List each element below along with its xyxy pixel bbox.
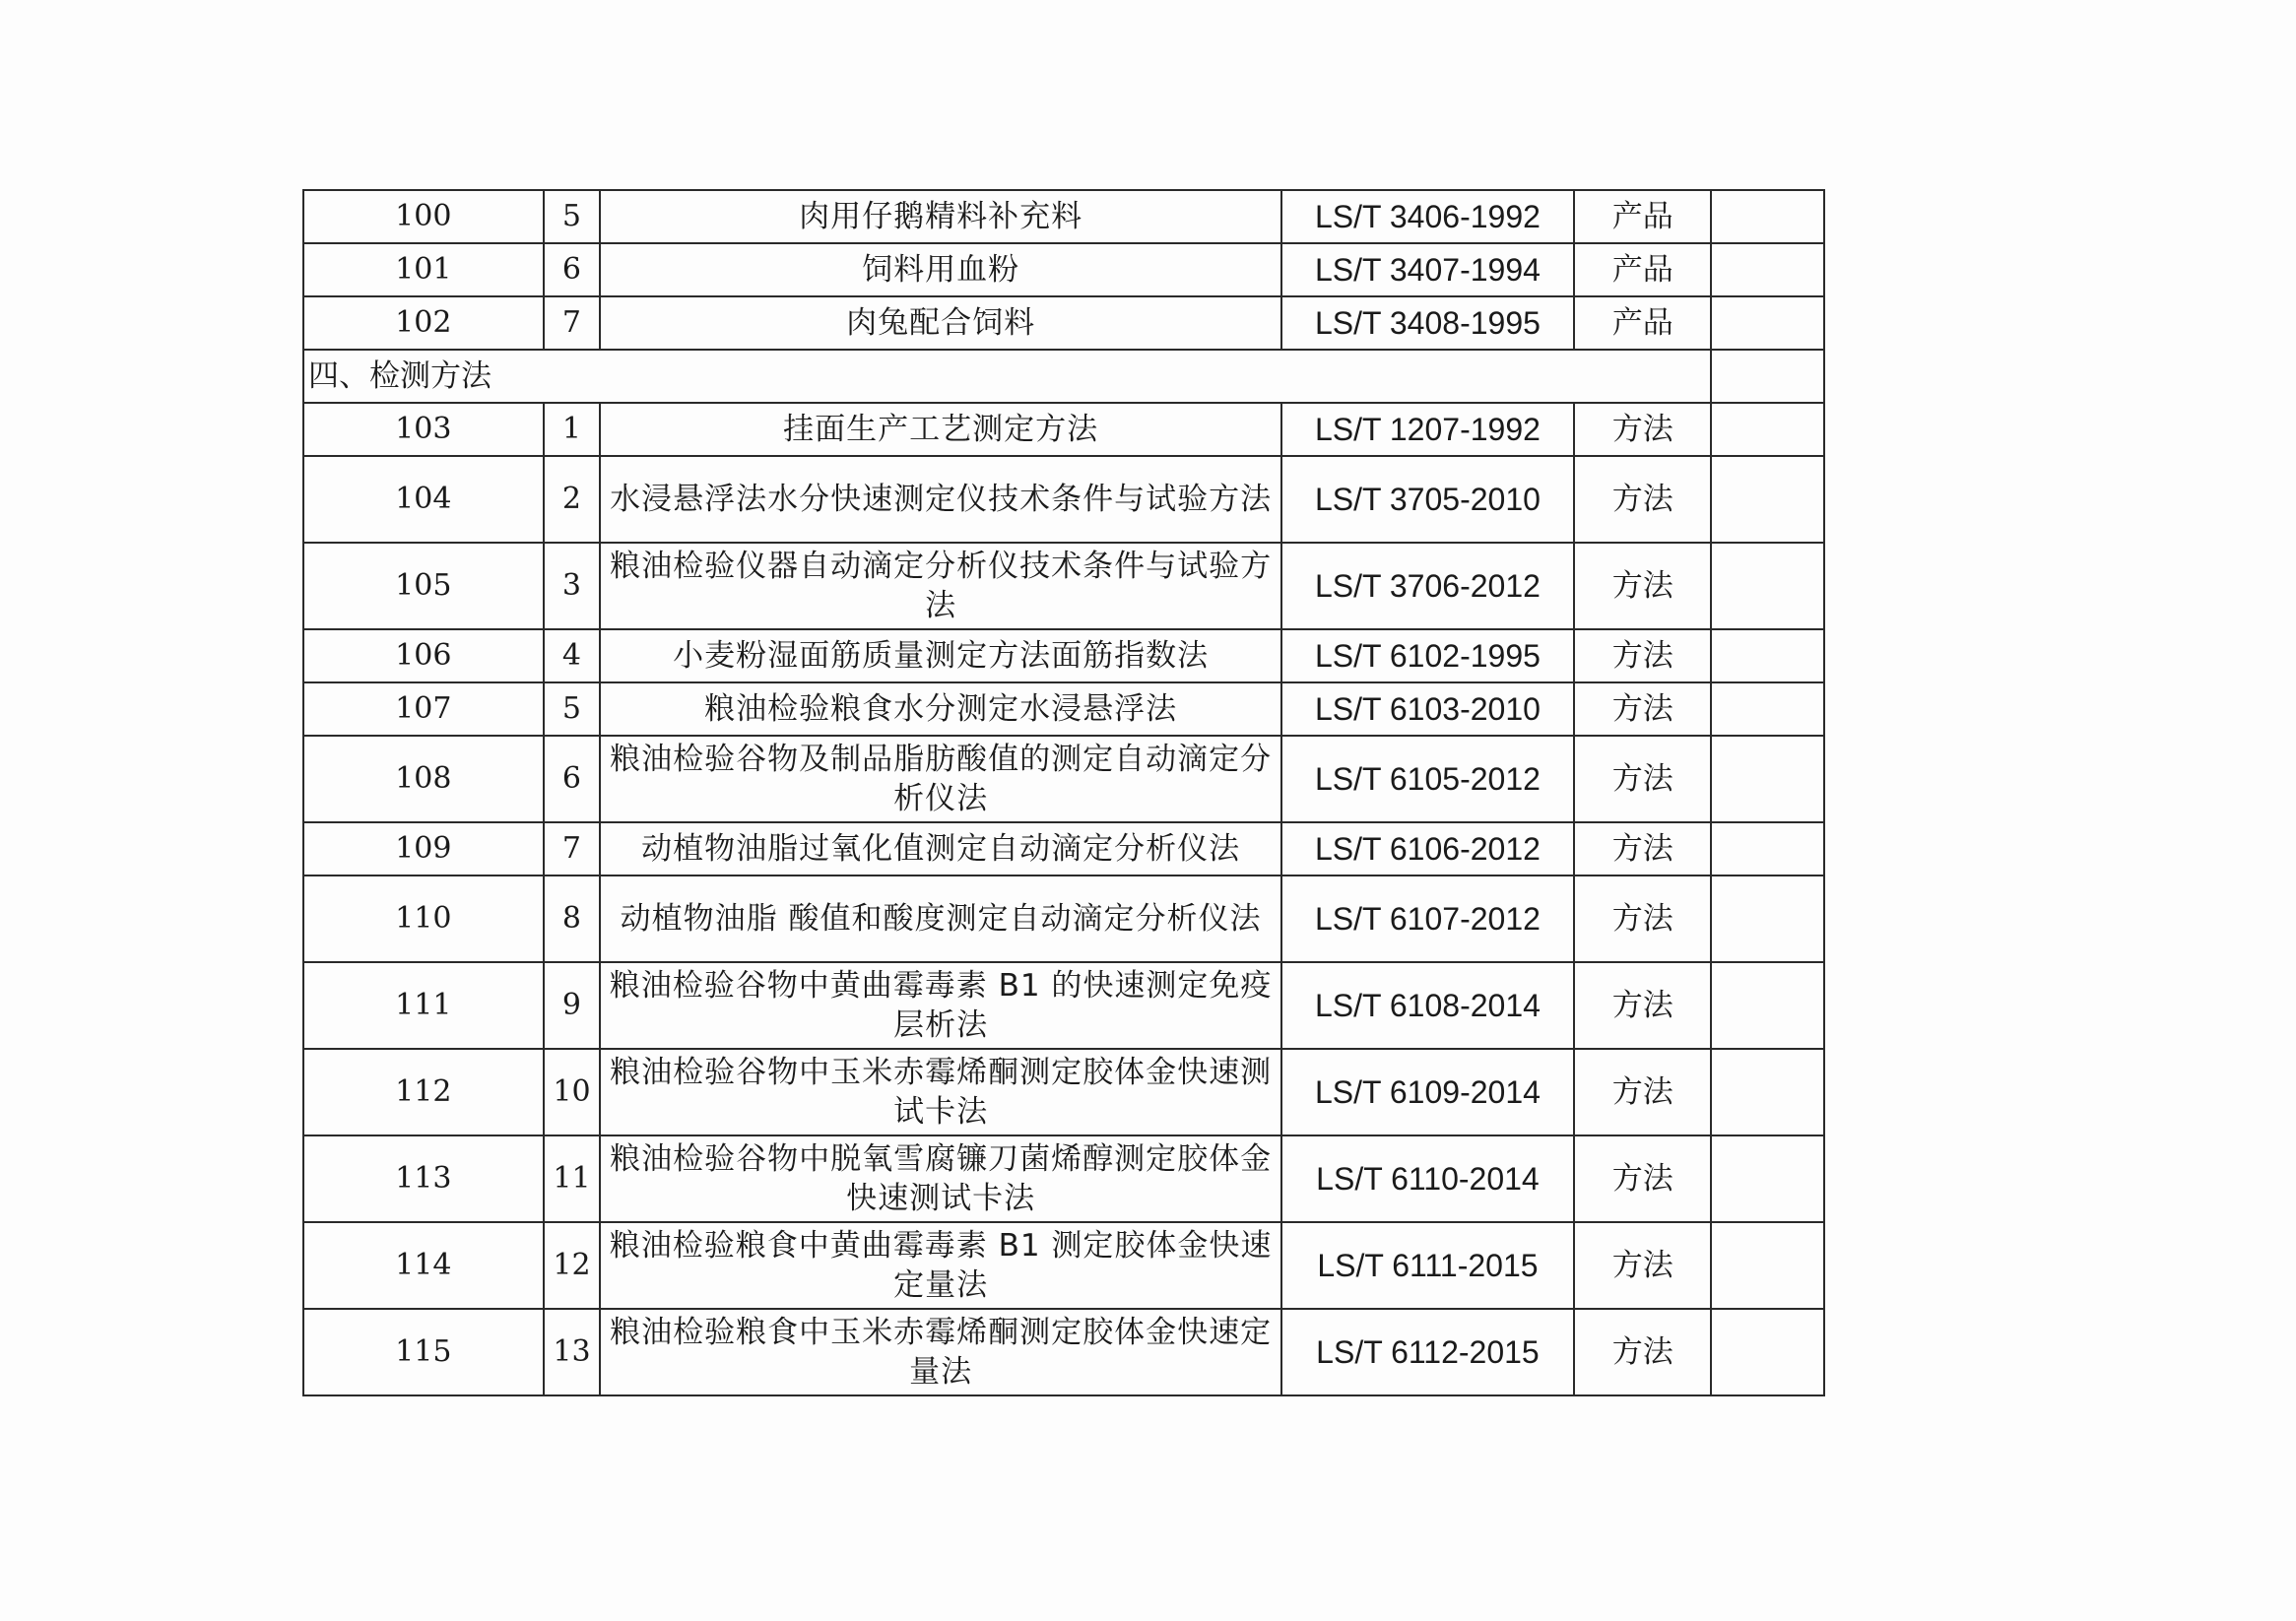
standard-name: 饲料用血粉 <box>600 243 1280 296</box>
sequence-number: 4 <box>544 629 601 682</box>
table-row <box>303 962 1824 1049</box>
row-number: 101 <box>303 243 544 296</box>
standard-name: 粮油检验谷物中脱氧雪腐镰刀菌烯醇测定胶体金快速测试卡法 <box>600 1135 1280 1222</box>
sequence-number: 7 <box>544 296 601 350</box>
standard-name: 小麦粉湿面筋质量测定方法面筋指数法 <box>600 629 1280 682</box>
standard-name: 粮油检验谷物中玉米赤霉烯酮测定胶体金快速测试卡法 <box>600 1049 1280 1135</box>
standard-type: 方法 <box>1574 629 1711 682</box>
sequence-number: 8 <box>544 875 601 962</box>
note-cell <box>1711 962 1824 1049</box>
table-row <box>303 1309 1824 1395</box>
note-cell <box>1711 190 1824 243</box>
row-number: 106 <box>303 629 544 682</box>
table-row <box>303 629 1824 682</box>
sequence-number: 6 <box>544 243 601 296</box>
standard-name: 粮油检验粮食水分测定水浸悬浮法 <box>600 682 1280 736</box>
table-row <box>303 736 1824 822</box>
note-cell <box>1711 682 1824 736</box>
standard-code: LS/T 6109-2014 <box>1281 1049 1574 1135</box>
standard-type: 方法 <box>1574 1049 1711 1135</box>
table-row <box>303 1135 1824 1222</box>
row-number: 102 <box>303 296 544 350</box>
standard-code: LS/T 6110-2014 <box>1281 1135 1574 1222</box>
standard-code: LS/T 6102-1995 <box>1281 629 1574 682</box>
table-row <box>303 682 1824 736</box>
row-number: 114 <box>303 1222 544 1309</box>
standard-type: 方法 <box>1574 822 1711 875</box>
note-cell <box>1711 1049 1824 1135</box>
sequence-number: 7 <box>544 822 601 875</box>
note-cell <box>1711 822 1824 875</box>
table-row <box>303 1049 1824 1135</box>
note-cell <box>1711 736 1824 822</box>
standard-code: LS/T 1207-1992 <box>1281 403 1574 456</box>
standard-type: 产品 <box>1574 296 1711 350</box>
note-cell <box>1711 456 1824 543</box>
standard-type: 方法 <box>1574 543 1711 629</box>
standard-type: 方法 <box>1574 456 1711 543</box>
table-row <box>303 1222 1824 1309</box>
standard-type: 方法 <box>1574 682 1711 736</box>
standard-name: 粮油检验粮食中玉米赤霉烯酮测定胶体金快速定量法 <box>600 1309 1280 1395</box>
standard-name: 粮油检验粮食中黄曲霉毒素 B1 测定胶体金快速定量法 <box>600 1222 1280 1309</box>
standard-type: 方法 <box>1574 1222 1711 1309</box>
standard-type: 方法 <box>1574 875 1711 962</box>
sequence-number: 11 <box>544 1135 601 1222</box>
note-cell <box>1711 875 1824 962</box>
note-cell <box>1711 629 1824 682</box>
row-number: 113 <box>303 1135 544 1222</box>
standard-code: LS/T 6106-2012 <box>1281 822 1574 875</box>
standard-name: 粮油检验谷物中黄曲霉毒素 B1 的快速测定免疫层析法 <box>600 962 1280 1049</box>
row-number: 100 <box>303 190 544 243</box>
standard-type: 方法 <box>1574 403 1711 456</box>
standard-name: 肉用仔鹅精料补充料 <box>600 190 1280 243</box>
sequence-number: 1 <box>544 403 601 456</box>
table-row <box>303 543 1824 629</box>
standard-code: LS/T 6105-2012 <box>1281 736 1574 822</box>
sequence-number: 3 <box>544 543 601 629</box>
row-number: 115 <box>303 1309 544 1395</box>
sequence-number: 13 <box>544 1309 601 1395</box>
note-cell <box>1711 543 1824 629</box>
standard-code: LS/T 6103-2010 <box>1281 682 1574 736</box>
standard-type: 方法 <box>1574 1309 1711 1395</box>
standard-code: LS/T 3706-2012 <box>1281 543 1574 629</box>
sequence-number: 10 <box>544 1049 601 1135</box>
note-cell <box>1711 1222 1824 1309</box>
table-row <box>303 243 1824 296</box>
row-number: 108 <box>303 736 544 822</box>
standard-code: LS/T 6112-2015 <box>1281 1309 1574 1395</box>
standard-code: LS/T 3407-1994 <box>1281 243 1574 296</box>
standard-name: 肉兔配合饲料 <box>600 296 1280 350</box>
standard-code: LS/T 6108-2014 <box>1281 962 1574 1049</box>
standard-type: 方法 <box>1574 736 1711 822</box>
note-cell <box>1711 1309 1824 1395</box>
standard-name: 粮油检验仪器自动滴定分析仪技术条件与试验方法 <box>600 543 1280 629</box>
standard-type: 方法 <box>1574 962 1711 1049</box>
note-cell <box>1711 403 1824 456</box>
standard-code: LS/T 3705-2010 <box>1281 456 1574 543</box>
table-row <box>303 875 1824 962</box>
standard-type: 产品 <box>1574 190 1711 243</box>
standard-type: 产品 <box>1574 243 1711 296</box>
row-number: 109 <box>303 822 544 875</box>
standard-code: LS/T 3406-1992 <box>1281 190 1574 243</box>
section-title: 四、检测方法 <box>303 350 1711 403</box>
row-number: 105 <box>303 543 544 629</box>
sequence-number: 9 <box>544 962 601 1049</box>
sequence-number: 12 <box>544 1222 601 1309</box>
table-row <box>303 296 1824 350</box>
sequence-number: 5 <box>544 682 601 736</box>
standard-name: 动植物油脂过氧化值测定自动滴定分析仪法 <box>600 822 1280 875</box>
standard-type: 方法 <box>1574 1135 1711 1222</box>
note-cell <box>1711 243 1824 296</box>
row-number: 107 <box>303 682 544 736</box>
standard-name: 挂面生产工艺测定方法 <box>600 403 1280 456</box>
note-cell <box>1711 350 1824 403</box>
row-number: 103 <box>303 403 544 456</box>
row-number: 111 <box>303 962 544 1049</box>
note-cell <box>1711 1135 1824 1222</box>
table-row <box>303 190 1824 243</box>
section-row <box>303 350 1824 403</box>
standard-code: LS/T 6111-2015 <box>1281 1222 1574 1309</box>
standard-code: LS/T 3408-1995 <box>1281 296 1574 350</box>
standard-code: LS/T 6107-2012 <box>1281 875 1574 962</box>
standard-name: 水浸悬浮法水分快速测定仪技术条件与试验方法 <box>600 456 1280 543</box>
table-row <box>303 456 1824 543</box>
standard-name: 粮油检验谷物及制品脂肪酸值的测定自动滴定分析仪法 <box>600 736 1280 822</box>
table-row <box>303 403 1824 456</box>
note-cell <box>1711 296 1824 350</box>
standards-table <box>302 189 1825 1396</box>
row-number: 112 <box>303 1049 544 1135</box>
sequence-number: 5 <box>544 190 601 243</box>
row-number: 104 <box>303 456 544 543</box>
sequence-number: 6 <box>544 736 601 822</box>
sequence-number: 2 <box>544 456 601 543</box>
table-row <box>303 822 1824 875</box>
row-number: 110 <box>303 875 544 962</box>
standard-name: 动植物油脂 酸值和酸度测定自动滴定分析仪法 <box>600 875 1280 962</box>
